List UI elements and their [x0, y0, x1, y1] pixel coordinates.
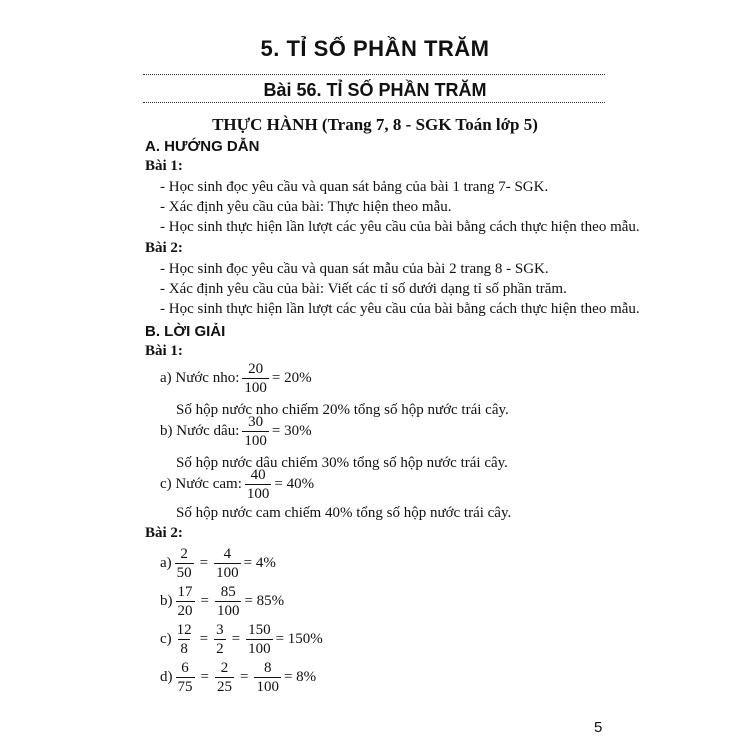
result: = 30%: [271, 423, 312, 439]
result: = 150%: [275, 631, 323, 647]
bai1-sentence: Số hộp nước dâu chiếm 30% tổng số hộp nước trái cây.: [176, 455, 508, 471]
item-label: c) Nước cam:: [160, 476, 242, 492]
equals-sign: =: [199, 555, 209, 571]
lesson-divider: [143, 102, 605, 103]
guide-bai1-line: - Học sinh thực hiện lần lượt các yêu cầu của bài bằng cách thực hiện theo mẫu.: [160, 219, 640, 235]
result: = 40%: [274, 476, 315, 492]
bai2-item-d: [160, 659, 316, 696]
fraction: $\frac{20}{100}$: [244, 361, 267, 396]
solution-bai1-label: Bài 1:: [145, 343, 183, 359]
item-label: d): [160, 669, 173, 685]
guide-bai1-line: - Học sinh đọc yêu cầu và quan sát bảng của bài 1 trang 7- SGK.: [160, 179, 549, 195]
bai2-item-a: [160, 545, 276, 582]
guide-bai2-label: Bài 2:: [145, 240, 183, 256]
bai1-item-b: [160, 413, 312, 450]
bai2-item-c: [160, 621, 323, 658]
guide-bai2-line: - Xác định yêu cầu của bài: Viết các tỉ số dưới dạng tỉ số phần trăm.: [160, 281, 567, 297]
bai1-item-a: [160, 360, 312, 397]
result: = 4%: [243, 555, 276, 571]
item-label: a): [160, 555, 172, 571]
solution-bai2-label: Bài 2:: [145, 525, 183, 541]
guide-bai1-label: Bài 1:: [145, 158, 183, 174]
top-divider: [143, 74, 605, 75]
lesson-title: Bài 56. TỈ SỐ PHẦN TRĂM: [263, 80, 487, 100]
fraction: $\frac{2}{50}$: [176, 546, 192, 581]
fraction: $\frac{2}{25}$: [216, 660, 232, 695]
guide-heading: A. HƯỚNG DẪN: [145, 138, 260, 155]
guide-bai2-line: - Học sinh thực hiện lần lượt các yêu cầu của bài bằng cách thực hiện theo mẫu.: [160, 301, 640, 317]
fraction: $\frac{4}{100}$: [216, 546, 239, 581]
fraction: $\frac{40}{100}$: [246, 467, 270, 502]
bai2-item-b: [160, 583, 284, 620]
fraction: $\frac{85}{100}$: [216, 584, 240, 619]
fraction: $\frac{30}{100}$: [244, 414, 267, 449]
result: = 85%: [244, 593, 285, 609]
equals-sign: =: [199, 631, 209, 647]
fraction: $\frac{17}{20}$: [177, 584, 193, 619]
fraction: $\frac{150}{100}$: [248, 622, 271, 657]
guide-bai1-line: - Xác định yêu cầu của bài: Thực hiện theo mẫu.: [160, 199, 452, 215]
item-label: c): [160, 631, 172, 647]
item-label: b): [160, 593, 173, 609]
page-number: 5: [594, 719, 603, 736]
practice-title: THỰC HÀNH (Trang 7, 8 - SGK Toán lớp 5): [212, 115, 538, 134]
result: = 20%: [271, 370, 312, 386]
fraction: $\frac{8}{100}$: [256, 660, 279, 695]
equals-sign: =: [231, 631, 241, 647]
bai1-sentence: Số hộp nước cam chiếm 40% tổng số hộp nước trái cây.: [176, 505, 512, 521]
fraction: $\frac{3}{2}$: [216, 622, 224, 657]
fraction: $\frac{12}{8}$: [176, 622, 192, 657]
item-label: a) Nước nho:: [160, 370, 240, 386]
guide-bai2-line: - Học sinh đọc yêu cầu và quan sát mẫu của bài 2 trang 8 - SGK.: [160, 261, 549, 277]
equals-sign: =: [200, 593, 209, 609]
bai1-sentence: Số hộp nước nho chiếm 20% tổng số hộp nước trái cây.: [176, 402, 509, 418]
equals-sign: =: [239, 669, 249, 685]
equals-sign: =: [200, 669, 209, 685]
fraction: $\frac{6}{75}$: [177, 660, 193, 695]
bai1-item-c: [160, 466, 314, 503]
chapter-title: 5. TỈ SỐ PHẦN TRĂM: [260, 36, 490, 61]
item-label: b) Nước dâu:: [160, 423, 240, 439]
result: = 8%: [283, 669, 317, 685]
solution-heading: B. LỜI GIẢI: [145, 323, 226, 340]
